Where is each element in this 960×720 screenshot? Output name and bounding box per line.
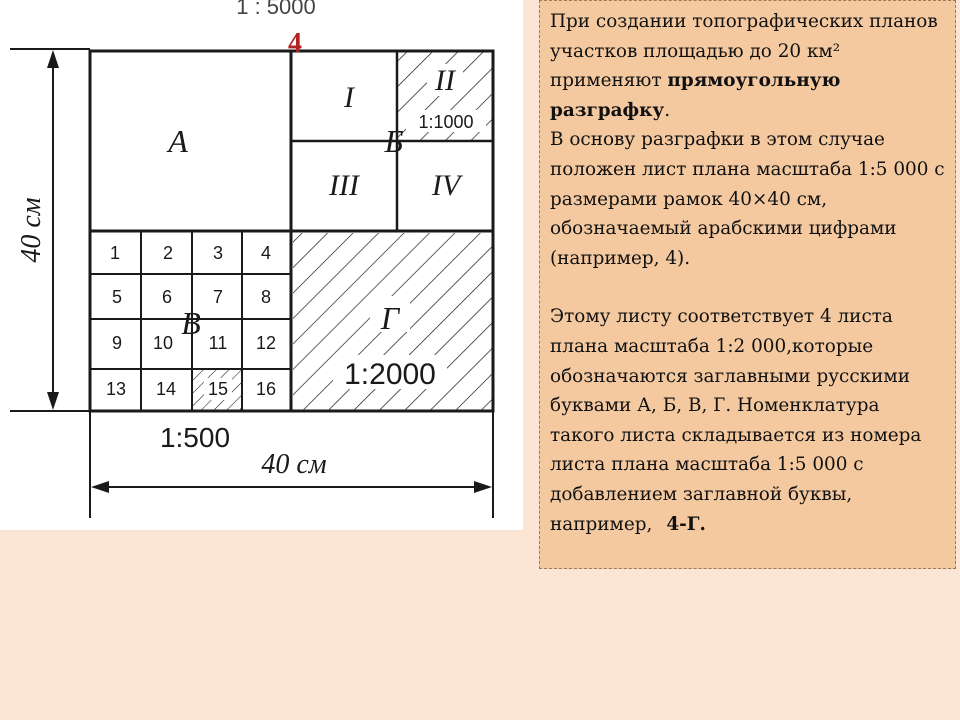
scale-1-2000-label: 1:2000 bbox=[344, 358, 436, 391]
dimension-vertical-label: 40 см bbox=[16, 197, 47, 263]
cell-label: 5 bbox=[111, 287, 123, 307]
paragraph-1 bbox=[550, 7, 947, 125]
term-rectangular-layout: прямоугольную разграфку bbox=[550, 70, 841, 121]
quadrant-iii-label: III bbox=[329, 169, 359, 202]
paragraph-1-end: . bbox=[664, 99, 671, 121]
arrow-down bbox=[47, 392, 59, 410]
paragraph-2: В основу разграфки в этом случае положен лист плана масштаба 1:5 000 с размерами рамок 40×40 см, обозначаемый арабскими цифрами (например, 4). bbox=[550, 129, 945, 269]
cell-label: 9 bbox=[111, 333, 123, 353]
arrow-right bbox=[474, 481, 492, 493]
sheet-number-label: 4 bbox=[288, 28, 302, 59]
scale-1-5000-label: 1 : 5000 bbox=[236, 0, 316, 19]
cell-label: 3 bbox=[212, 243, 224, 263]
paragraph-gap bbox=[550, 273, 947, 302]
cell-label: 13 bbox=[105, 379, 127, 399]
cell-label: 15 bbox=[207, 379, 229, 399]
quadrant-i-label: I bbox=[344, 81, 354, 114]
dimension-horizontal-label: 40 см bbox=[261, 449, 327, 480]
arrow-left bbox=[91, 481, 109, 493]
cell-label: 4 bbox=[260, 243, 272, 263]
scale-1-1000-label: 1:1000 bbox=[418, 112, 474, 132]
cell-label: 14 bbox=[155, 379, 177, 399]
quadrant-ii-label: II bbox=[435, 64, 455, 97]
arrow-up bbox=[47, 50, 59, 68]
example-code: 4-Г. bbox=[666, 513, 706, 535]
block-g-label: Г bbox=[380, 300, 400, 336]
block-v-label: В bbox=[181, 305, 201, 341]
quadrant-iv-label: IV bbox=[431, 169, 461, 202]
paragraph-3-text: Этому листу соответствует 4 листа плана масштаба 1:2 000,которые обозначаются заглавными русскими буквами А, Б, В, Г. Номенклатура такого листа складывается из номера листа плана масштаба 1:5 000 с добавлением заглавной буквы, например, bbox=[550, 306, 922, 535]
cell-label: 2 bbox=[162, 243, 174, 263]
cell-label: 7 bbox=[212, 287, 224, 307]
scale-1-500-label: 1:500 bbox=[159, 422, 231, 453]
cell-label: 1 bbox=[109, 243, 121, 263]
block-b-label: Б bbox=[384, 123, 404, 159]
paragraph-3 bbox=[550, 302, 947, 539]
cell-label: 11 bbox=[208, 333, 228, 353]
cell-label: 12 bbox=[255, 333, 277, 353]
cell-label: 10 bbox=[152, 333, 174, 353]
cell-label: 16 bbox=[255, 379, 277, 399]
cell-label: 6 bbox=[161, 287, 173, 307]
explanation-panel bbox=[539, 0, 956, 569]
sheet-layout-diagram bbox=[0, 0, 523, 530]
paragraph-1-text: При создании топографических планов участков площадью до 20 км² применяют bbox=[550, 11, 938, 92]
block-a-label: А bbox=[168, 123, 188, 159]
cell-label: 8 bbox=[260, 287, 272, 307]
